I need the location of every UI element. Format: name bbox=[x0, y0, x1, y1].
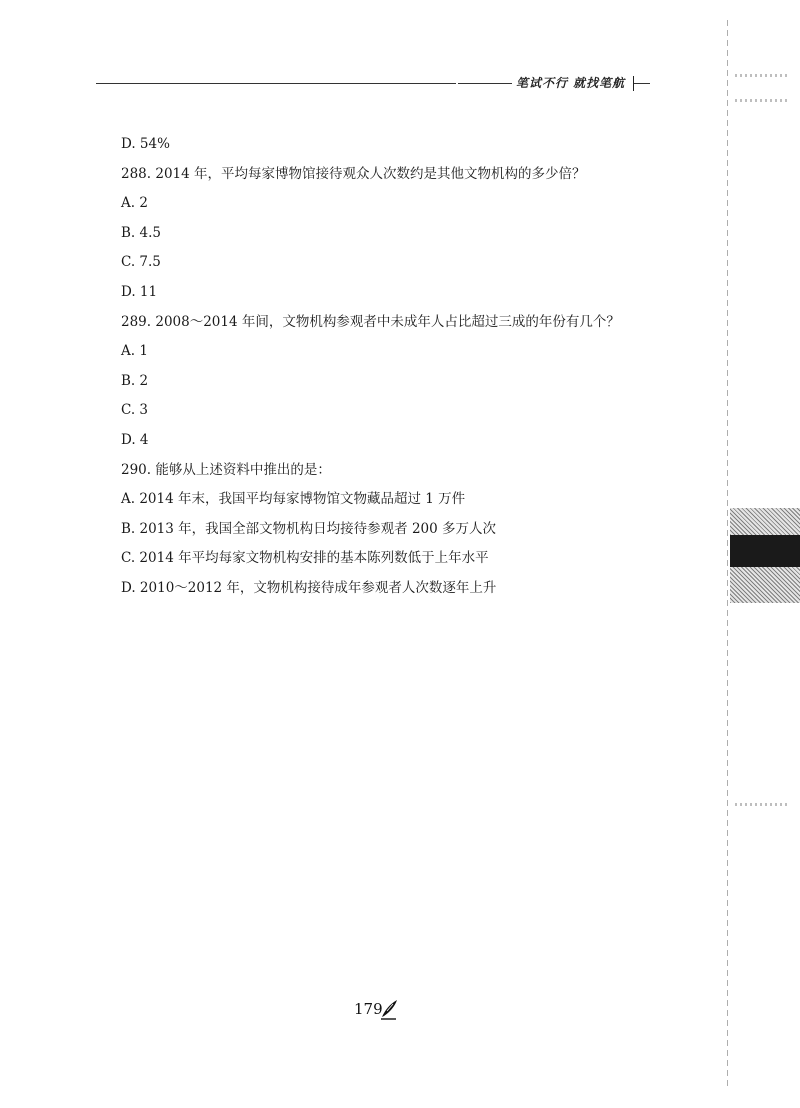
scan-edge-dots-top bbox=[735, 74, 790, 77]
pen-nib-icon bbox=[379, 998, 399, 1020]
header-rule-left bbox=[96, 83, 456, 84]
option-289-b: B. 2 bbox=[121, 372, 149, 389]
header-rule-right bbox=[634, 83, 650, 84]
question-content bbox=[121, 136, 701, 610]
option-289-c: C. 3 bbox=[121, 402, 149, 419]
option-290-c: C. 2014 年平均每家文物机构安排的基本陈列数低于上年水平 bbox=[121, 550, 489, 567]
option-288-d: D. 11 bbox=[121, 283, 158, 300]
option-290-d: D. 2010～2012 年，文物机构接待成年参观者人次数逐年上升 bbox=[121, 579, 497, 596]
scan-edge-dots-upper bbox=[735, 99, 790, 102]
option-290-b: B. 2013 年，我国全部文物机构日均接待参观者 200 多万人次 bbox=[121, 520, 497, 537]
page-number: 179 bbox=[354, 1000, 383, 1018]
option-288-a: A. 2 bbox=[121, 195, 148, 212]
scan-edge-dark-band bbox=[730, 535, 800, 567]
question-288: 288. 2014 年，平均每家博物馆接待观众人次数约是其他文物机构的多少倍？ bbox=[121, 165, 586, 182]
option-289-a: A. 1 bbox=[121, 343, 148, 360]
question-289: 289. 2008～2014 年间，文物机构参观者中未成年人占比超过三成的年份有几个？ bbox=[121, 313, 620, 330]
header-rule-mid bbox=[458, 83, 512, 84]
option-d-prev: D. 54% bbox=[121, 136, 170, 152]
option-290-a: A. 2014 年末，我国平均每家博物馆文物藏品超过 1 万件 bbox=[121, 491, 466, 508]
question-290: 290. 能够从上述资料中推出的是： bbox=[121, 461, 331, 478]
option-288-c: C. 7.5 bbox=[121, 254, 161, 271]
scan-edge-dots-lower bbox=[735, 803, 790, 806]
scan-edge-line bbox=[727, 20, 728, 1088]
header-slogan: 笔试不行 就找笔航 bbox=[516, 76, 626, 90]
option-288-b: B. 4.5 bbox=[121, 224, 161, 241]
option-289-d: D. 4 bbox=[121, 431, 149, 448]
